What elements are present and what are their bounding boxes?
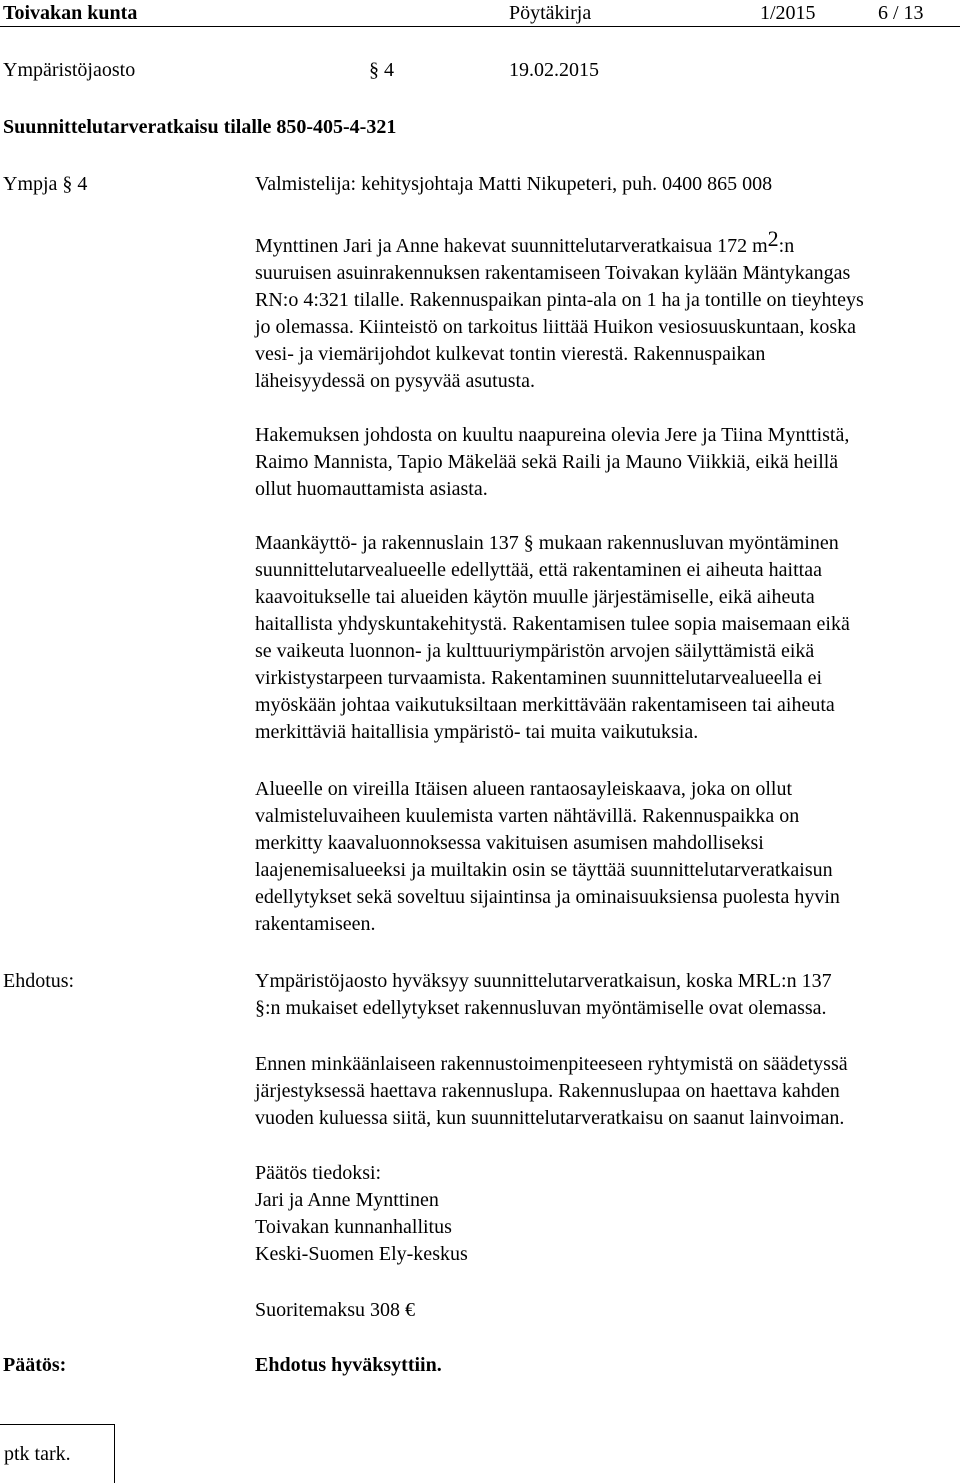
page-number: 6 / 13: [878, 2, 924, 24]
text-line: Maankäyttö- ja rakennuslain 137 § mukaan rakennusluvan myöntäminen: [255, 532, 839, 554]
proposal-text: [255, 968, 960, 1022]
text-line: suuruisen asuinrakennuksen rakentamiseen Toivakan kylään Mäntykangas: [255, 262, 851, 284]
text-line: §:n mukaiset edellytykset rakennusluvan myöntämiselle ovat olemassa.: [255, 997, 827, 1019]
text-line: merkittäviä haitallisia ympäristö- tai muita vaikutuksia.: [255, 721, 699, 743]
proposal-label: Ehdotus:: [3, 970, 75, 992]
paragraph-neighbours: [255, 422, 960, 503]
text-line: Ympäristöjaosto hyväksyy suunnittelutarveratkaisun, koska MRL:n 137: [255, 970, 832, 992]
document-type: Pöytäkirja: [509, 2, 592, 24]
verification-box: [0, 1424, 115, 1483]
recipient: Keski-Suomen Ely-keskus: [255, 1243, 468, 1265]
proposal-permit-paragraph: [255, 1051, 960, 1132]
text-line: vesi- ja viemärijohdot kulkevat tontin vierestä. Rakennuspaikan: [255, 343, 766, 365]
preparer-line: Valmistelija: kehitysjohtaja Matti Nikupeteri, puh. 0400 865 008: [255, 173, 773, 195]
text-line: vuoden kuluessa siitä, kun suunnittelutarveratkaisu on saanut lainvoiman.: [255, 1107, 845, 1129]
text-line: rakentamiseen.: [255, 913, 376, 935]
text-line: Alueelle on vireilla Itäisen alueen rantaosayleiskaava, joka on ollut: [255, 778, 793, 800]
text-line: jo olemassa. Kiinteistö on tarkoitus liittää Huikon vesiosuuskuntaan, koska: [255, 316, 857, 338]
recipient: Jari ja Anne Mynttinen: [255, 1189, 439, 1211]
meeting-date: 19.02.2015: [509, 59, 599, 81]
verification-label: ptk tark.: [4, 1443, 71, 1465]
text-line: läheisyydessä on pysyvää asutusta.: [255, 370, 535, 392]
paragraph-zoning: [255, 776, 960, 938]
page-header: [0, 0, 960, 26]
paragraph-application: [255, 226, 960, 395]
text-line: Raimo Mannista, Tapio Mäkelää sekä Raili ja Mauno Viikkiä, eikä heillä: [255, 451, 839, 473]
fee-line: Suoritemaksu 308 €: [255, 1299, 415, 1321]
decision-label: Päätös:: [3, 1354, 67, 1376]
text-line: laajenemisalueeksi ja muiltakin osin se täyttää suunnittelutarveratkaisun: [255, 859, 833, 881]
text-line: Hakemuksen johdosta on kuultu naapureina olevia Jere ja Tiina Mynttistä,: [255, 424, 850, 446]
text-line: :n: [778, 235, 795, 257]
body-name: Ympäristöjaosto: [3, 59, 136, 81]
page-title: Suunnittelutarveratkaisu tilalle 850-405-4-321: [3, 116, 397, 138]
decision-text: Ehdotus hyväksyttiin.: [255, 1354, 442, 1376]
text-line: ollut huomauttamista asiasta.: [255, 478, 488, 500]
text-line: järjestyksessä haettava rakennuslupa. Rakennuslupaa on haettava kahden: [255, 1080, 840, 1102]
text-line: haitallista yhdyskuntakehitystä. Rakentamisen tulee sopia maisemaan eikä: [255, 613, 850, 635]
text-line: suunnittelutarvealueelle edellyttää, että rakentaminen ei aiheuta haittaa: [255, 559, 822, 581]
text-line: virkistystarpeen turvaamista. Rakentaminen suunnittelutarvealueella ei: [255, 667, 823, 689]
text-line: kaavoitukselle tai alueiden käytön muulle järjestämiselle, eikä aiheuta: [255, 586, 815, 608]
paragraph-law: [255, 530, 960, 746]
superscript: 2: [767, 226, 779, 251]
text-line: valmisteluvaiheen kuulemista varten nähtävillä. Rakennuspaikka on: [255, 805, 800, 827]
recipient: Toivakan kunnanhallitus: [255, 1216, 452, 1238]
text-line: Ennen minkäänlaiseen rakennustoimenpiteeseen ryhtymistä on säädetyssä: [255, 1053, 848, 1075]
text-line: RN:o 4:321 tilalle. Rakennuspaikan pinta-ala on 1 ha ja tontille on tieyhteys: [255, 289, 864, 311]
text-line: se vaikeuta luonnon- ja kulttuuriympäristön arvojen säilyttämistä eikä: [255, 640, 815, 662]
text-line: merkitty kaavaluonnoksessa vakituisen asumisen mahdolliseksi: [255, 832, 764, 854]
header-divider: [0, 26, 960, 27]
case-reference: Ympja § 4: [3, 173, 88, 195]
section-number: § 4: [369, 59, 394, 81]
text-line: edellytykset sekä soveltuu sijaintinsa ja ominaisuuksiensa puolesta hyvin: [255, 886, 840, 908]
document-number: 1/2015: [760, 2, 816, 24]
notification-label: Päätös tiedoksi:: [255, 1162, 382, 1184]
notification-list: [255, 1160, 960, 1268]
text-line: myöskään johtaa vaikutuksiltaan merkittävään rakentamiseen tai aiheuta: [255, 694, 835, 716]
municipality-name: Toivakan kunta: [3, 2, 138, 24]
text-line: Mynttinen Jari ja Anne hakevat suunnittelutarveratkaisua 172 m: [255, 235, 768, 257]
